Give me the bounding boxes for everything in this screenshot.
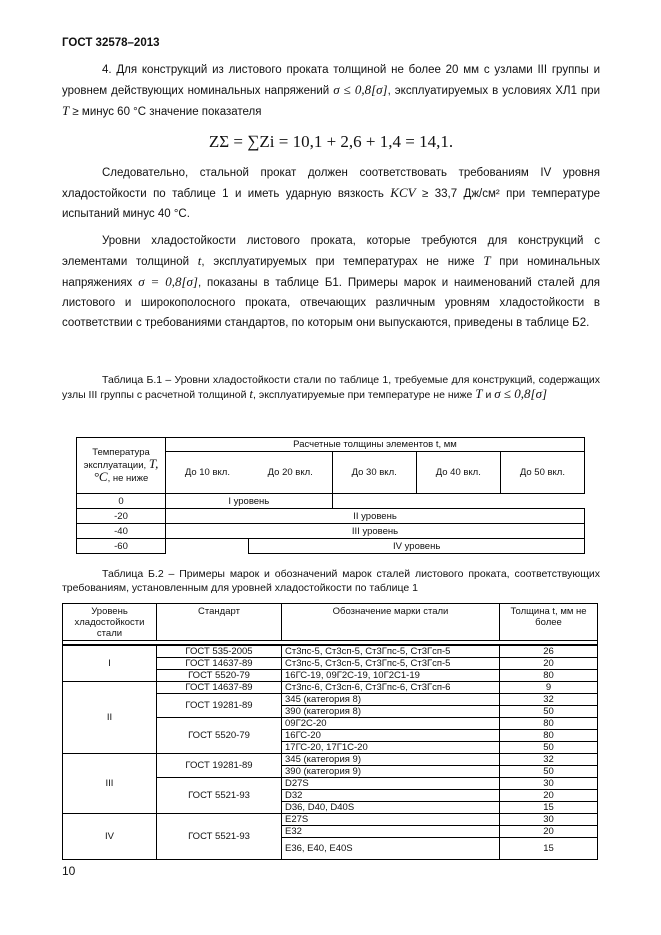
header-temperature — [77, 438, 166, 494]
thickness-cell: 80 — [500, 669, 598, 681]
standard-cell: ГОСТ 5521-93 — [157, 777, 282, 813]
grade-cell: 390 (категория 8) — [282, 705, 500, 717]
paragraph-levels — [62, 231, 600, 333]
table-b2 — [62, 603, 598, 860]
p1-text-a: 4. Для конструкций из листового проката толщиной не более 20 мм с узлами III группы и уровнем действующих номинальных напряжений — [62, 64, 600, 97]
p3-text-a: Уровни хладостойкости листового проката, которые требуются для конструкций с элементами толщиной — [62, 235, 600, 268]
p1-text-c: ≥ минус 60 °С значение показателя — [69, 106, 262, 118]
header-thickness: Расчетные толщины элементов t, мм — [166, 438, 585, 452]
sigma-expression: σ = 0,8[σ] — [138, 274, 198, 289]
grade-cell: 09Г2С-20 — [282, 717, 500, 729]
temp-minus40: -40 — [77, 524, 166, 539]
col-head-40: До 40 вкл. — [416, 452, 500, 494]
grade-cell: 390 (категория 9) — [282, 765, 500, 777]
p3-text-b: , эксплуатируемых при температурах не ниже — [201, 256, 484, 268]
thickness-cell: 50 — [500, 765, 598, 777]
temp-0: 0 — [77, 494, 166, 509]
paragraph-4 — [62, 60, 600, 122]
head-thickness: Толщина t, мм не более — [500, 604, 598, 641]
grade-cell: D36, D40, D40S — [282, 801, 500, 813]
grade-cell: Ст3пс-5, Ст3сп-5, Ст3Гпс-5, Ст3Гсп-5 — [282, 657, 500, 669]
thickness-cell: 20 — [500, 789, 598, 801]
standard-cell: ГОСТ 5520-79 — [157, 717, 282, 753]
col-head-50: До 50 вкл. — [500, 452, 584, 494]
p3-text-d: , показаны в таблице Б1. Примеры марок и наименований сталей для листового и широкополосного проката, отвечающих различным уровням хладостойкости в соответствии с требованиями стандартов, по которым они выпускаются, приведены в таблице Б2. — [62, 277, 601, 329]
thickness-cell: 32 — [500, 693, 598, 705]
grade-cell: 16ГС-19, 09Г2С-19, 10Г2С1-19 — [282, 669, 500, 681]
standard-cell: ГОСТ 14637-89 — [157, 681, 282, 693]
standard-cell: ГОСТ 5521-93 — [157, 813, 282, 859]
head-level: Уровень хладостойкости стали — [63, 604, 157, 641]
thickness-cell: 20 — [500, 657, 598, 669]
level-iv: IV — [63, 813, 157, 859]
thickness-cell: 80 — [500, 729, 598, 741]
level-iv-bar: IV уровень — [249, 539, 585, 554]
col-head-30: До 30 вкл. — [332, 452, 416, 494]
standard-cell: ГОСТ 19281-89 — [157, 693, 282, 717]
thickness-cell: 26 — [500, 645, 598, 658]
table-b1-caption — [62, 373, 600, 402]
head-standard: Стандарт — [157, 604, 282, 641]
thickness-cell: 30 — [500, 777, 598, 789]
p2-text-b: ≥ 33,7 Дж/см² при температуре испытаний минус 40 °С. — [62, 188, 600, 220]
temp-minus60: -60 — [77, 539, 166, 554]
t1-caption-c: и — [482, 389, 495, 401]
grade-cell: Ст3пс-5, Ст3сп-5, Ст3Гпс-5, Ст3Гсп-5 — [282, 645, 500, 658]
thickness-cell: 30 — [500, 813, 598, 825]
grade-cell: Ст3пс-6, Ст3сп-6, Ст3Гпс-6, Ст3Гсп-6 — [282, 681, 500, 693]
grade-cell: D27S — [282, 777, 500, 789]
grade-cell: E36, E40, E40S — [282, 837, 500, 859]
table-b1 — [76, 437, 585, 554]
head-grade: Обозначение марки стали — [282, 604, 500, 641]
header-temperature-a: Температура эксплуатации, — [83, 447, 150, 471]
level-ii-bar: II уровень — [166, 509, 585, 524]
document-header: ГОСТ 32578–2013 — [62, 37, 160, 49]
header-temperature-b: , не ниже — [107, 473, 149, 484]
standard-cell: ГОСТ 535-2005 — [157, 645, 282, 658]
grade-cell: 16ГС-20 — [282, 729, 500, 741]
col-head-20: До 20 вкл. — [249, 452, 332, 494]
formula-z-sum: ZΣ = ∑Zi = 10,1 + 2,6 + 1,4 = 14,1. — [208, 132, 454, 151]
thickness-cell: 50 — [500, 741, 598, 753]
grade-cell: E32 — [282, 825, 500, 837]
thickness-cell: 50 — [500, 705, 598, 717]
empty-cell — [332, 494, 584, 509]
p1-text-b: , эксплуатируемых в условиях ХЛ1 при — [387, 85, 601, 97]
level-ii: II — [63, 681, 157, 753]
thickness-symbol: t — [249, 386, 253, 401]
page-number: 10 — [62, 864, 76, 878]
thickness-cell: 32 — [500, 753, 598, 765]
thickness-cell: 80 — [500, 717, 598, 729]
grade-cell: D32 — [282, 789, 500, 801]
grade-cell: 345 (категория 8) — [282, 693, 500, 705]
thickness-cell: 15 — [500, 801, 598, 813]
standard-cell: ГОСТ 5520-79 — [157, 669, 282, 681]
temperature-symbol: T — [483, 253, 491, 268]
thickness-cell: 15 — [500, 837, 598, 859]
level-iii: III — [63, 753, 157, 813]
standard-cell: ГОСТ 14637-89 — [157, 657, 282, 669]
thickness-symbol: t — [197, 253, 202, 268]
sigma-expression: σ ≤ 0,8[σ] — [494, 386, 548, 401]
grade-cell: 17ГС-20, 17Г1С-20 — [282, 741, 500, 753]
thickness-cell: 20 — [500, 825, 598, 837]
grade-cell: E27S — [282, 813, 500, 825]
temp-minus20: -20 — [77, 509, 166, 524]
level-i-bar: I уровень — [166, 494, 333, 509]
grade-cell: 345 (категория 9) — [282, 753, 500, 765]
temperature-symbol: T — [475, 386, 483, 401]
sigma-expression: σ ≤ 0,8[σ] — [333, 82, 388, 97]
p2-text-a: Следовательно, стальной прокат должен соответствовать требованиям IV уровня хладостойкости по таблице 1 и иметь ударную вязкость — [62, 167, 600, 200]
temperature-symbol: T — [62, 103, 70, 118]
temperature-unit: T, °C — [93, 456, 159, 484]
col-head-10: До 10 вкл. — [166, 452, 249, 494]
empty-cell — [166, 539, 249, 554]
p3-text-c: при номинальных напряжениях — [62, 256, 600, 289]
kcv-symbol: KCV — [390, 185, 416, 200]
thickness-cell: 9 — [500, 681, 598, 693]
t1-caption-a: Таблица Б.1 – Уровни хладостойкости стали по таблице 1, требуемые для конструкций, содержащих узлы III группы с расчетной толщиной — [62, 374, 600, 401]
t1-caption-b: , эксплуатируемые при температуре не ниже — [253, 389, 476, 401]
level-i: I — [63, 645, 157, 682]
table-b2-caption: Таблица Б.2 – Примеры марок и обозначений марок сталей листового проката, соответствующих требованиям, установленным для уровней хладостойкости по таблице 1 — [62, 568, 600, 594]
paragraph-conclusion — [62, 163, 600, 224]
level-iii-bar: III уровень — [166, 524, 585, 539]
standard-cell: ГОСТ 19281-89 — [157, 753, 282, 777]
